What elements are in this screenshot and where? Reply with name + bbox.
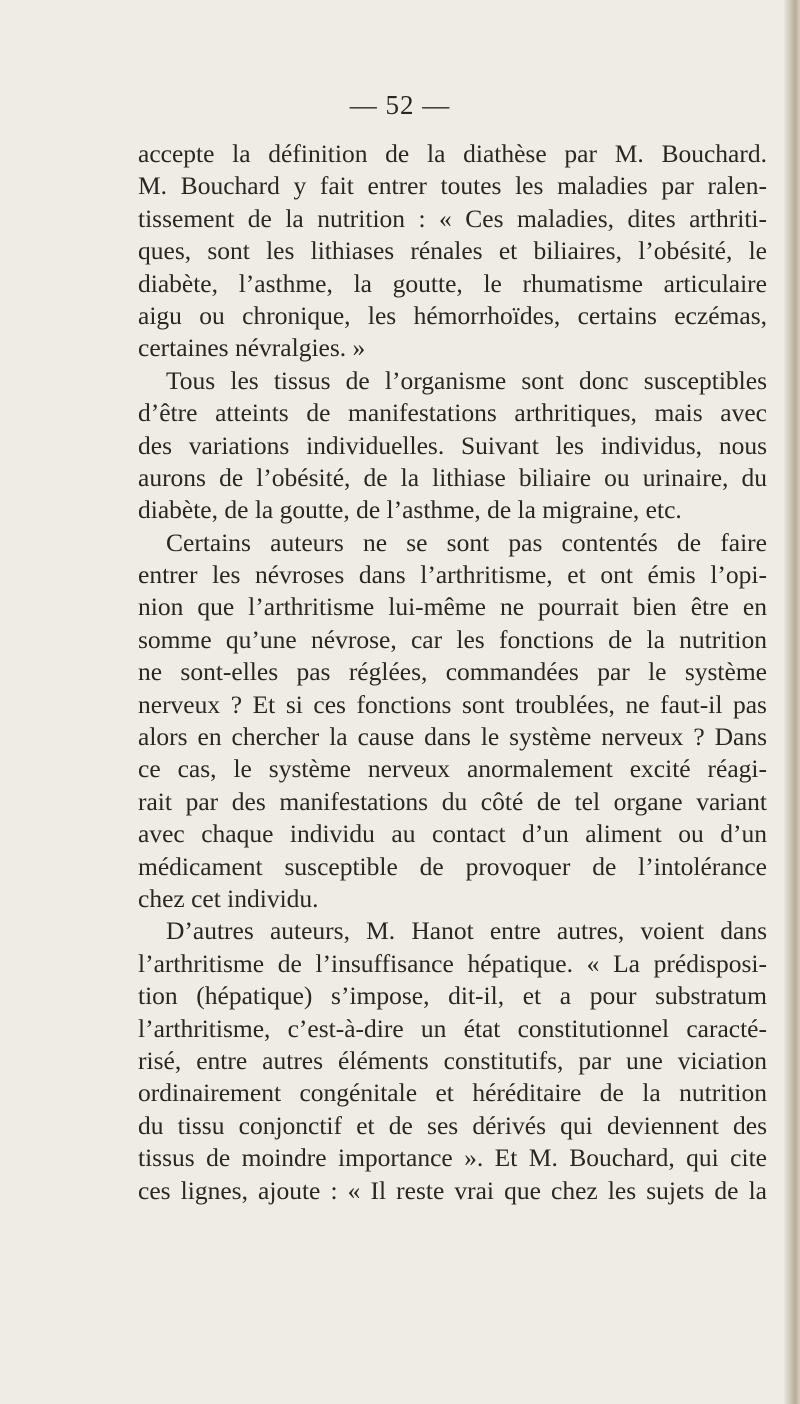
text-line: tissement de la nutrition : « Ces maladies, dites arthriti- <box>138 203 767 233</box>
page-number: — 52 — <box>349 90 451 120</box>
text-line: médicament susceptible de provoquer de l’intolérance <box>138 851 767 881</box>
text-line: risé, entre autres éléments constitutifs, par une viciation <box>138 1045 767 1075</box>
text-line: entrer les névroses dans l’arthritisme, et ont émis l’opi- <box>138 560 767 590</box>
text-line: nerveux ? Et si ces fonctions sont troublées, ne faut-il pas <box>138 689 767 719</box>
body-text <box>138 138 767 1207</box>
text-line: ces lignes, ajoute : « Il reste vrai que chez les sujets de la <box>138 1175 767 1205</box>
text-line: M. Bouchard y fait entrer toutes les maladies par ralen- <box>138 171 767 201</box>
text-line: ce cas, le système nerveux anormalement excité réagi- <box>138 754 767 784</box>
text-line: chez cet individu. <box>138 883 319 913</box>
text-line: nion que l’arthritisme lui-même ne pourrait bien être en <box>138 592 767 622</box>
text-line: diabète, de la goutte, de l’asthme, de la migraine, etc. <box>138 495 682 525</box>
text-line: rait par des manifestations du côté de tel organe variant <box>138 786 767 816</box>
text-line: accepte la définition de la diathèse par M. Bouchard. <box>138 139 767 168</box>
text-line: du tissu conjonctif et de ses dérivés qui deviennent des <box>138 1110 767 1140</box>
text-line: D’autres auteurs, M. Hanot entre autres, voient dans <box>166 916 767 946</box>
text-line: ordinairement congénitale et héréditaire de la nutrition <box>138 1078 767 1108</box>
text-line: l’arthritisme de l’insuffisance hépatique. « La prédisposi- <box>138 948 767 978</box>
text-line: aurons de l’obésité, de la lithiase biliaire ou urinaire, du <box>138 462 767 492</box>
text-line: tissus de moindre importance ». Et M. Bouchard, qui cite <box>138 1143 767 1173</box>
text-line: avec chaque individu au contact d’un aliment ou d’un <box>138 819 767 849</box>
text-line: alors en chercher la cause dans le système nerveux ? Dans <box>138 722 767 752</box>
text-line: certaines névralgies. » <box>138 333 366 363</box>
text-line: Tous les tissus de l’organisme sont donc susceptibles <box>166 365 767 395</box>
text-line: somme qu’une névrose, car les fonctions de la nutrition <box>138 624 767 654</box>
text-line: diabète, l’asthme, la goutte, le rhumatisme articulaire <box>138 268 767 298</box>
text-line: d’être atteints de manifestations arthritiques, mais avec <box>138 398 767 428</box>
text-line: Certains auteurs ne se sont pas contentés de faire <box>166 527 767 557</box>
text-line: des variations individuelles. Suivant les individus, nous <box>138 430 767 460</box>
text-line: ne sont-elles pas réglées, commandées par le système <box>138 657 767 687</box>
text-line: tion (hépatique) s’impose, dit-il, et a pour substratum <box>138 981 767 1011</box>
text-line: l’arthritisme, c’est-à-dire un état constitutionnel caracté- <box>138 1013 767 1043</box>
text-line: aigu ou chronique, les hémorrhoïdes, certains eczémas, <box>138 300 767 330</box>
page-edge-shadow <box>784 0 800 1404</box>
text-line: ques, sont les lithiases rénales et biliaires, l’obésité, le <box>138 236 767 266</box>
